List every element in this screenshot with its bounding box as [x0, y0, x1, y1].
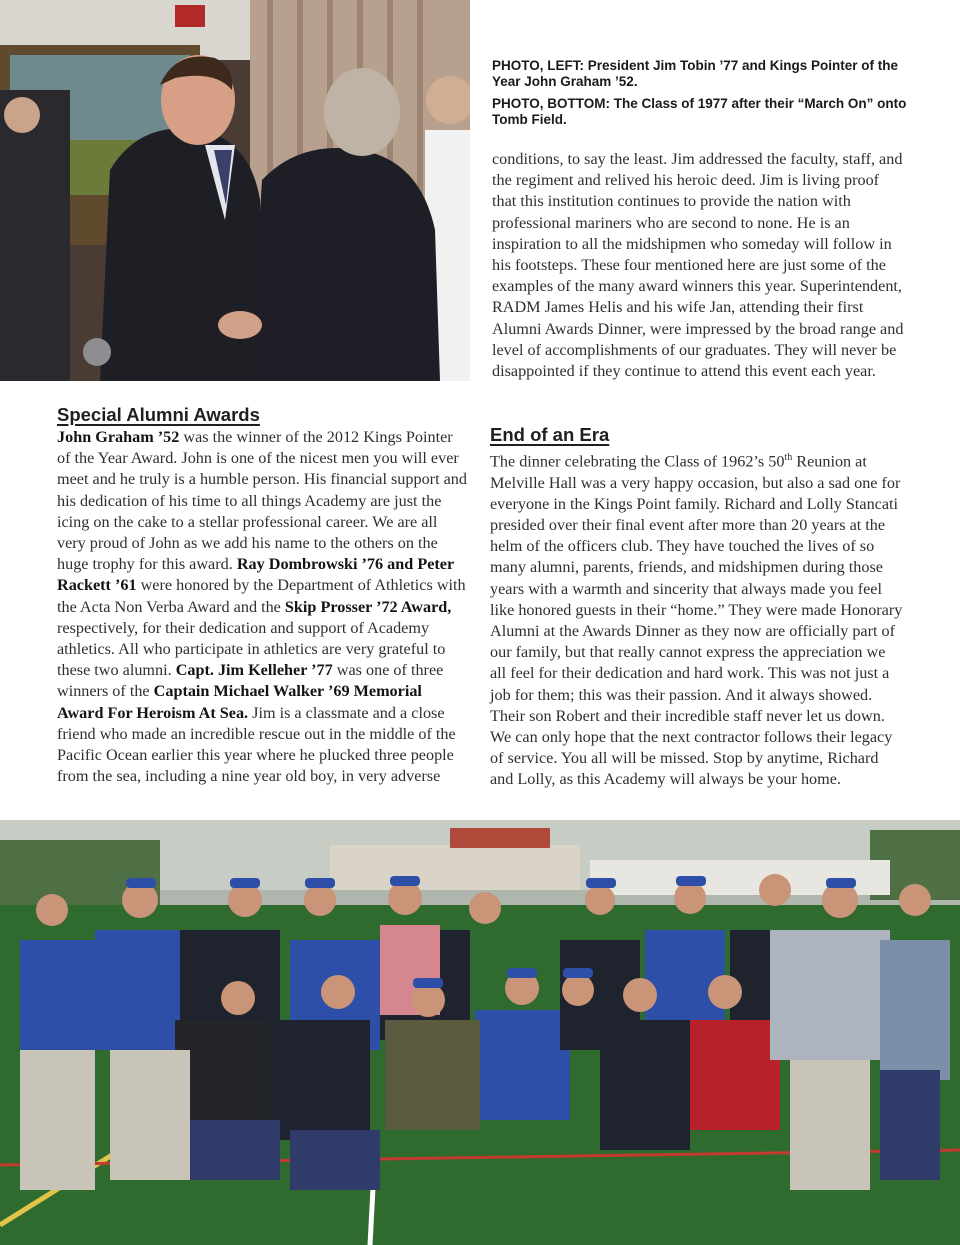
class-group-photo-image — [0, 820, 960, 1245]
continued-article-text — [492, 149, 904, 382]
award-text: respectively, for their dedication and support of Academy athletics. All who participate in athletics are very grateful to these two alumni. — [57, 618, 446, 680]
caption-left: PHOTO, LEFT: President Jim Tobin ’77 and Kings Pointer of the Year John Graham ’52. — [492, 58, 899, 89]
award-text: was the winner of the 2012 Kings Pointer of the Year Award. John is one of the nicest men you will ever meet and he truly is a humble person. His financial support and his dedication of his time to all things Academy are just the icing on the cake to a stellar professional career. We are all very proud of John as we add his name to the others on the huge trophy for this award. — [57, 428, 467, 574]
award-text: Jim is a classmate and a close friend who made an incredible rescue out in the middle of the Pacific Ocean earlier this year where he plucked three people from the sea, including a nine year old boy, in very adverse — [57, 703, 456, 786]
award-text: was one of three winners of the — [57, 661, 444, 701]
end-of-era-paragraph — [490, 447, 904, 791]
special-alumni-awards-heading: Special Alumni Awards — [57, 404, 260, 425]
award-name-walker-memorial: Captain Michael Walker ’69 Memorial Award For Heroism At Sea. — [57, 682, 422, 722]
caption-bottom: PHOTO, BOTTOM: The Class of 1977 after their “March On” onto Tomb Field. — [492, 96, 907, 127]
photo-captions — [492, 58, 912, 134]
class-group-photo — [0, 820, 960, 1245]
award-photo-image — [0, 0, 470, 381]
special-alumni-awards-text — [57, 427, 469, 787]
special-awards-paragraph — [57, 427, 469, 787]
era-text: Reunion at Melville Hall was a very happy occasion, but also a sad one for everyone in the Kings Point family. Richard and Lolly Stancati presided over their final event after more than 20 years at the helm of the officers club. They have touched the lives of so many alumni, parents, friends, and midshipmen during those years with a warmth and sincerity that always made you feel like honored guests in their “home.” They were made Honorary Alumni at the Awards Dinner as they now are officially part of our family, but that really cannot express the appreciation we all feel for their dedication and hard work. This was not just a job for them; this was their passion. And it always showed. Their son Robert and their incredible staff never let us down. We can only hope that the next contractor follows their legacy of service. You all will be missed. Stop by anytime, Richard and Lolly, as this Academy will always be your home. — [490, 452, 903, 789]
award-name-prosser: Skip Prosser ’72 Award, — [284, 597, 452, 616]
superscript-th: th — [784, 452, 793, 463]
continued-paragraph: conditions, to say the least. Jim addressed the faculty, staff, and the regiment and relived his heroic deed. Jim is living proof that this institution continues to provide the nation with professional mariners who are second to none. He is an inspiration to all the midshipmen who someday will follow in his footsteps. These four mentioned here are just some of the examples of the many award winners this year. Superintendent, RADM James Helis and his wife Jan, attending their first Alumni Awards Dinner, were impressed by the broad range and level of accomplishments of our graduates. They will never be disappointed if they continue to attend this event each year. — [492, 150, 904, 381]
award-text: were honored by the Department of Athletics with the Acta Non Verba Award and the — [57, 576, 466, 616]
end-of-an-era-heading: End of an Era — [490, 424, 610, 445]
award-name-graham: John Graham ’52 — [57, 428, 180, 446]
award-name-dombrowski-rackett: Ray Dombrowski ’76 and Peter Rackett ’61 — [57, 555, 454, 595]
end-of-an-era-text — [490, 447, 904, 791]
era-text: The dinner celebrating the Class of 1962’s 50 — [490, 452, 785, 471]
award-name-kelleher: Capt. Jim Kelleher ’77 — [175, 661, 333, 680]
award-photo — [0, 0, 470, 381]
